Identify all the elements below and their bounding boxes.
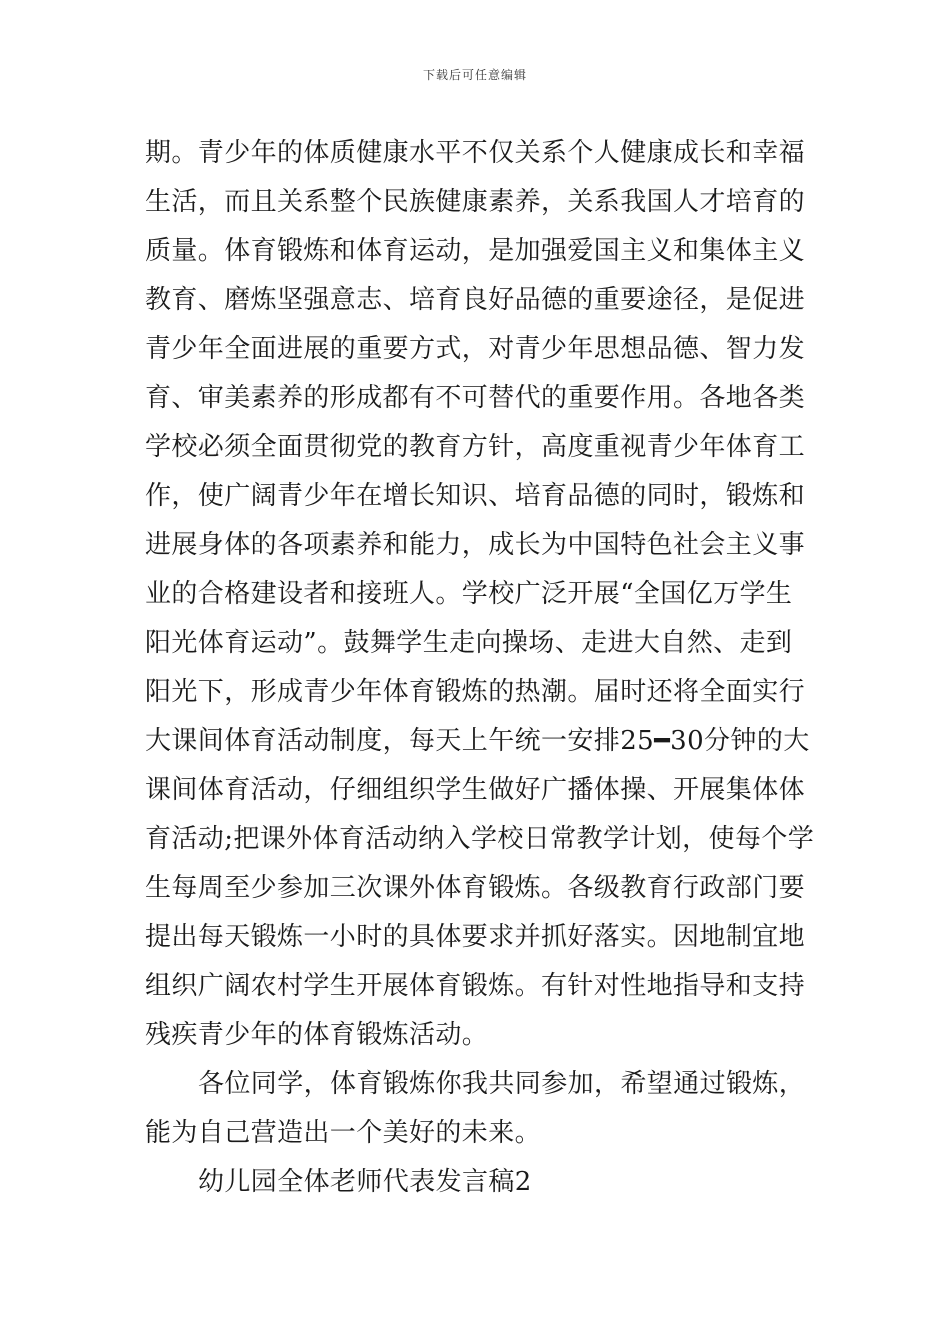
text-line: 进展身体的各项素养和能力，成长为中国特色社会主义事 bbox=[145, 530, 806, 560]
text-line: 阳光下，形成青少年体育锻炼的热潮。届时还将全面实行 bbox=[145, 677, 806, 707]
section-title: 幼儿园全体老师代表发言稿2 bbox=[198, 1167, 532, 1197]
text-line: 学校必须全面贯彻党的教育方针，高度重视青少年体育工 bbox=[145, 432, 806, 462]
text-line: 生活，而且关系整个民族健康素养，关系我国人才培育的 bbox=[145, 187, 806, 217]
text-line: 各位同学，体育锻炼你我共同参加，希望通过锻炼， bbox=[198, 1069, 806, 1099]
text-line: 生每周至少参加三次课外体育锻炼。各级教育行政部门要 bbox=[145, 873, 806, 903]
text-line: 育、审美素养的形成都有不可替代的重要作用。各地各类 bbox=[145, 383, 806, 413]
text-line: 青少年全面进展的重要方式，对青少年思想品德、智力发 bbox=[145, 334, 806, 364]
text-line: 能为自己营造出一个美好的未来。 bbox=[145, 1118, 542, 1148]
text-line: 大课间体育活动制度，每天上午统一安排25━30分钟的大 bbox=[145, 726, 810, 756]
text-line: 残疾青少年的体育锻炼活动。 bbox=[145, 1020, 489, 1050]
text-line: 质量。体育锻炼和体育运动，是加强爱国主义和集体主义 bbox=[145, 236, 806, 266]
document-body bbox=[145, 129, 815, 1207]
text-line: 作，使广阔青少年在增长知识、培育品德的同时，锻炼和 bbox=[145, 481, 806, 511]
text-line: 组织广阔农村学生开展体育锻炼。有针对性地指导和支持 bbox=[145, 971, 806, 1001]
text-line: 阳光体育运动”。鼓舞学生走向操场、走进大自然、走到 bbox=[145, 628, 793, 658]
text-line: 提出每天锻炼一小时的具体要求并抓好落实。因地制宜地 bbox=[145, 922, 806, 952]
text-line: 期。青少年的体质健康水平不仅关系个人健康成长和幸福 bbox=[145, 138, 806, 168]
page-header: 下载后可任意编辑 bbox=[422, 68, 527, 82]
text-line: 课间体育活动，仔细组织学生做好广播体操、开展集体体 bbox=[145, 775, 806, 805]
text-line: 教育、磨炼坚强意志、培育良好品德的重要途径，是促进 bbox=[145, 285, 806, 315]
text-line: 业的合格建设者和接班人。学校广泛开展“全国亿万学生 bbox=[145, 579, 793, 609]
text-line: 育活动;把课外体育活动纳入学校日常教学计划，使每个学 bbox=[145, 824, 815, 854]
